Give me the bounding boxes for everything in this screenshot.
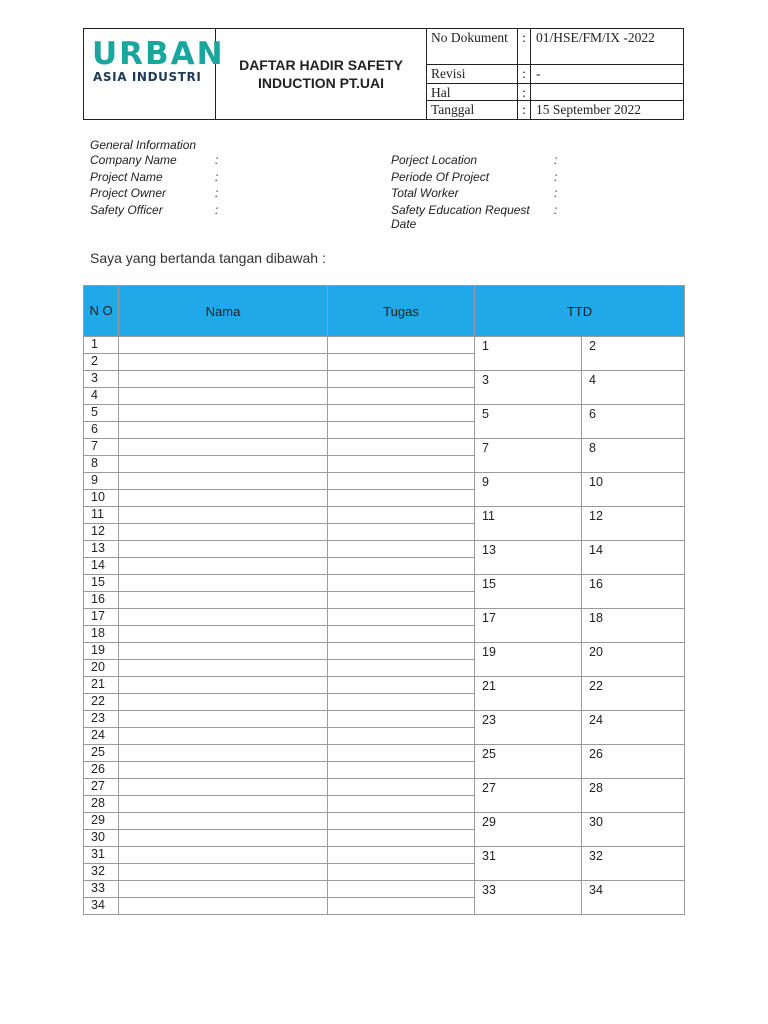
name-cell[interactable]	[119, 677, 328, 693]
row-number: 17	[84, 609, 119, 625]
row-number: 8	[84, 456, 119, 472]
signature-cell[interactable]: 10	[589, 475, 603, 489]
table-row	[84, 829, 475, 846]
meta-label: Tanggal	[427, 101, 518, 119]
table-row	[84, 693, 475, 710]
row-number: 2	[84, 354, 119, 370]
signature-row	[475, 846, 684, 880]
intro-text: Saya yang bertanda tangan dibawah :	[90, 250, 326, 266]
signature-row	[475, 574, 684, 608]
safety-education-date-label: Safety Education Request Date	[391, 203, 530, 231]
task-cell[interactable]	[328, 881, 475, 897]
task-cell[interactable]	[328, 422, 475, 438]
project-period-label: Periode Of Project	[391, 170, 490, 184]
row-number: 29	[84, 813, 119, 829]
task-cell[interactable]	[328, 609, 475, 625]
table-row	[84, 336, 475, 353]
row-number: 22	[84, 694, 119, 710]
table-row	[84, 455, 475, 472]
table-row	[84, 353, 475, 370]
row-number: 10	[84, 490, 119, 506]
signature-row	[475, 472, 684, 506]
task-cell[interactable]	[328, 490, 475, 506]
task-cell[interactable]	[328, 524, 475, 540]
row-number: 14	[84, 558, 119, 574]
task-cell[interactable]	[328, 337, 475, 353]
name-cell[interactable]	[119, 779, 328, 795]
document-title: DAFTAR HADIR SAFETY INDUCTION PT.UAI	[216, 29, 427, 119]
table-row	[84, 710, 475, 727]
name-cell[interactable]	[119, 609, 328, 625]
task-cell[interactable]	[328, 643, 475, 659]
header-tugas: Tugas	[328, 286, 475, 336]
table-row	[84, 404, 475, 421]
name-cell[interactable]	[119, 898, 328, 914]
signature-cell[interactable]: 2	[589, 339, 596, 353]
task-cell[interactable]	[328, 660, 475, 676]
table-row	[84, 506, 475, 523]
name-cell[interactable]	[119, 456, 328, 472]
meta-colon: :	[518, 65, 531, 83]
task-cell[interactable]	[328, 711, 475, 727]
signature-cell[interactable]: 15	[475, 575, 582, 608]
signature-cell[interactable]: 11	[475, 507, 582, 540]
row-number: 18	[84, 626, 119, 642]
row-number: 33	[84, 881, 119, 897]
name-cell[interactable]	[119, 847, 328, 863]
signature-row	[475, 710, 684, 744]
signature-cell[interactable]: 19	[475, 643, 582, 676]
project-name-label: Project Name	[90, 170, 163, 184]
row-number: 27	[84, 779, 119, 795]
task-cell[interactable]	[328, 796, 475, 812]
meta-value: 01/HSE/FM/IX -2022	[536, 30, 655, 45]
meta-value	[531, 84, 683, 102]
signature-cell[interactable]: 34	[589, 883, 603, 897]
signature-cell[interactable]: 13	[475, 541, 582, 574]
table-row	[84, 591, 475, 608]
task-cell[interactable]	[328, 762, 475, 778]
table-row	[84, 489, 475, 506]
signature-row	[475, 812, 684, 846]
table-row	[84, 863, 475, 880]
project-owner-label: Project Owner	[90, 186, 167, 200]
signature-cell[interactable]: 21	[475, 677, 582, 710]
meta-label: Hal	[427, 84, 518, 100]
row-number: 6	[84, 422, 119, 438]
signature-cell[interactable]: 31	[475, 847, 582, 880]
colon: :	[554, 153, 558, 167]
table-row	[84, 778, 475, 795]
signature-row	[475, 778, 684, 812]
table-row	[84, 812, 475, 829]
name-cell[interactable]	[119, 643, 328, 659]
task-cell[interactable]	[328, 745, 475, 761]
signature-cell[interactable]: 16	[589, 577, 603, 591]
row-number: 20	[84, 660, 119, 676]
header-no: N O	[84, 286, 119, 336]
task-cell[interactable]	[328, 813, 475, 829]
meta-value: -	[536, 66, 541, 81]
table-row	[84, 727, 475, 744]
header-nama: Nama	[119, 286, 328, 336]
signature-cell[interactable]: 1	[475, 337, 582, 370]
colon: :	[554, 203, 558, 217]
row-number: 7	[84, 439, 119, 455]
name-cell[interactable]	[119, 371, 328, 387]
table-row	[84, 370, 475, 387]
name-cell[interactable]	[119, 405, 328, 421]
name-cell[interactable]	[119, 881, 328, 897]
signature-cell[interactable]: 26	[589, 747, 603, 761]
table-row	[84, 659, 475, 676]
task-cell[interactable]	[328, 558, 475, 574]
signature-cell[interactable]: 25	[475, 745, 582, 778]
signature-cell[interactable]: 14	[589, 543, 603, 557]
name-cell[interactable]	[119, 813, 328, 829]
signature-row	[475, 404, 684, 438]
name-cell[interactable]	[119, 796, 328, 812]
meta-colon: :	[518, 84, 531, 100]
meta-label: No Dokument	[427, 29, 518, 64]
safety-officer-label: Safety Officer	[90, 203, 163, 217]
row-number: 11	[84, 507, 119, 523]
signature-cell[interactable]: 28	[589, 781, 603, 795]
task-cell[interactable]	[328, 592, 475, 608]
name-cell[interactable]	[119, 354, 328, 370]
name-cell[interactable]	[119, 830, 328, 846]
table-row	[84, 472, 475, 489]
task-cell[interactable]	[328, 779, 475, 795]
signature-cell[interactable]: 3	[475, 371, 582, 404]
task-cell[interactable]	[328, 473, 475, 489]
table-row	[84, 608, 475, 625]
name-cell[interactable]	[119, 388, 328, 404]
name-cell[interactable]	[119, 745, 328, 761]
task-cell[interactable]	[328, 371, 475, 387]
name-cell[interactable]	[119, 864, 328, 880]
signature-cell[interactable]: 27	[475, 779, 582, 812]
signature-cell[interactable]: 4	[589, 373, 596, 387]
total-worker-label: Total Worker	[391, 186, 459, 200]
signature-cell[interactable]: 33	[475, 881, 582, 914]
row-number: 31	[84, 847, 119, 863]
row-number: 28	[84, 796, 119, 812]
row-number: 5	[84, 405, 119, 421]
row-number: 25	[84, 745, 119, 761]
signature-cell[interactable]: 30	[589, 815, 603, 829]
table-row	[84, 540, 475, 557]
table-row	[84, 523, 475, 540]
task-cell[interactable]	[328, 847, 475, 863]
name-cell[interactable]	[119, 626, 328, 642]
task-cell[interactable]	[328, 830, 475, 846]
row-number: 34	[84, 898, 119, 914]
signature-cell[interactable]: 29	[475, 813, 582, 846]
signature-row	[475, 506, 684, 540]
colon: :	[215, 186, 219, 200]
table-row	[84, 676, 475, 693]
row-number: 1	[84, 337, 119, 353]
row-number: 21	[84, 677, 119, 693]
row-number: 24	[84, 728, 119, 744]
row-number: 3	[84, 371, 119, 387]
header-ttd: TTD	[566, 303, 593, 319]
row-number: 26	[84, 762, 119, 778]
name-cell[interactable]	[119, 694, 328, 710]
colon: :	[215, 203, 219, 217]
signature-cell[interactable]: 20	[589, 645, 603, 659]
table-row	[84, 897, 475, 914]
task-cell[interactable]	[328, 677, 475, 693]
logo-wordmark: URBAN	[92, 36, 225, 72]
task-cell[interactable]	[328, 694, 475, 710]
row-number: 32	[84, 864, 119, 880]
signature-cell[interactable]: 6	[589, 407, 596, 421]
signature-row	[475, 370, 684, 404]
name-cell[interactable]	[119, 592, 328, 608]
signature-cell[interactable]: 8	[589, 441, 596, 455]
signature-cell[interactable]: 17	[475, 609, 582, 642]
name-cell[interactable]	[119, 490, 328, 506]
name-cell[interactable]	[119, 507, 328, 523]
name-cell[interactable]	[119, 575, 328, 591]
table-row	[84, 761, 475, 778]
signature-row	[475, 676, 684, 710]
name-cell[interactable]	[119, 524, 328, 540]
table-row	[84, 744, 475, 761]
signature-row	[475, 438, 684, 472]
task-cell[interactable]	[328, 541, 475, 557]
table-row	[84, 642, 475, 659]
row-number: 16	[84, 592, 119, 608]
table-header	[84, 286, 684, 336]
table-row	[84, 846, 475, 863]
name-cell[interactable]	[119, 711, 328, 727]
table-row	[84, 421, 475, 438]
meta-row-revisi	[427, 65, 683, 84]
name-cell[interactable]	[119, 337, 328, 353]
row-number: 13	[84, 541, 119, 557]
task-cell[interactable]	[328, 507, 475, 523]
row-number: 19	[84, 643, 119, 659]
meta-colon: :	[518, 101, 531, 119]
row-number: 23	[84, 711, 119, 727]
company-logo	[84, 29, 225, 119]
signature-row	[475, 642, 684, 676]
logo-subtitle: ASIA INDUSTRI	[93, 70, 202, 84]
colon: :	[215, 170, 219, 184]
document-header	[83, 28, 684, 120]
signature-cell[interactable]: 7	[475, 439, 582, 472]
meta-row-hal	[427, 84, 683, 101]
row-number: 15	[84, 575, 119, 591]
name-cell[interactable]	[119, 422, 328, 438]
signature-cell[interactable]: 18	[589, 611, 603, 625]
name-cell[interactable]	[119, 439, 328, 455]
name-cell[interactable]	[119, 541, 328, 557]
signature-cell[interactable]: 12	[589, 509, 603, 523]
name-cell[interactable]	[119, 660, 328, 676]
signature-row	[475, 336, 684, 370]
task-cell[interactable]	[328, 626, 475, 642]
row-number: 12	[84, 524, 119, 540]
signature-cell[interactable]: 23	[475, 711, 582, 744]
name-cell[interactable]	[119, 762, 328, 778]
colon: :	[554, 170, 558, 184]
name-cell[interactable]	[119, 728, 328, 744]
company-name-label: Company Name	[90, 153, 177, 167]
signature-cell[interactable]: 32	[589, 849, 603, 863]
task-cell[interactable]	[328, 575, 475, 591]
task-cell[interactable]	[328, 388, 475, 404]
table-row	[84, 387, 475, 404]
name-cell[interactable]	[119, 558, 328, 574]
task-cell[interactable]	[328, 439, 475, 455]
meta-value: 15 September 2022	[536, 102, 641, 117]
task-cell[interactable]	[328, 728, 475, 744]
table-row	[84, 438, 475, 455]
signature-cell[interactable]: 9	[475, 473, 582, 506]
project-location-label: Porject Location	[391, 153, 478, 167]
signature-row	[475, 540, 684, 574]
signature-cell[interactable]: 5	[475, 405, 582, 438]
task-cell[interactable]	[328, 898, 475, 914]
meta-row-no-dokumen	[427, 29, 683, 65]
meta-row-tanggal	[427, 101, 683, 119]
table-row	[84, 574, 475, 591]
signature-cell[interactable]: 22	[589, 679, 603, 693]
table-row	[84, 557, 475, 574]
signature-row	[475, 744, 684, 778]
name-cell[interactable]	[119, 473, 328, 489]
signature-row	[475, 608, 684, 642]
colon: :	[554, 186, 558, 200]
task-cell[interactable]	[328, 456, 475, 472]
row-number: 9	[84, 473, 119, 489]
colon: :	[215, 153, 219, 167]
table-row	[84, 795, 475, 812]
meta-colon: :	[518, 29, 531, 64]
task-cell[interactable]	[328, 864, 475, 880]
attendance-table	[83, 285, 685, 915]
meta-label: Revisi	[427, 65, 518, 83]
general-heading: General Information	[90, 138, 197, 152]
row-number: 4	[84, 388, 119, 404]
task-cell[interactable]	[328, 405, 475, 421]
signature-cell[interactable]: 24	[589, 713, 603, 727]
row-number: 30	[84, 830, 119, 846]
signature-row	[475, 880, 684, 914]
table-row	[84, 625, 475, 642]
table-row	[84, 880, 475, 897]
task-cell[interactable]	[328, 354, 475, 370]
